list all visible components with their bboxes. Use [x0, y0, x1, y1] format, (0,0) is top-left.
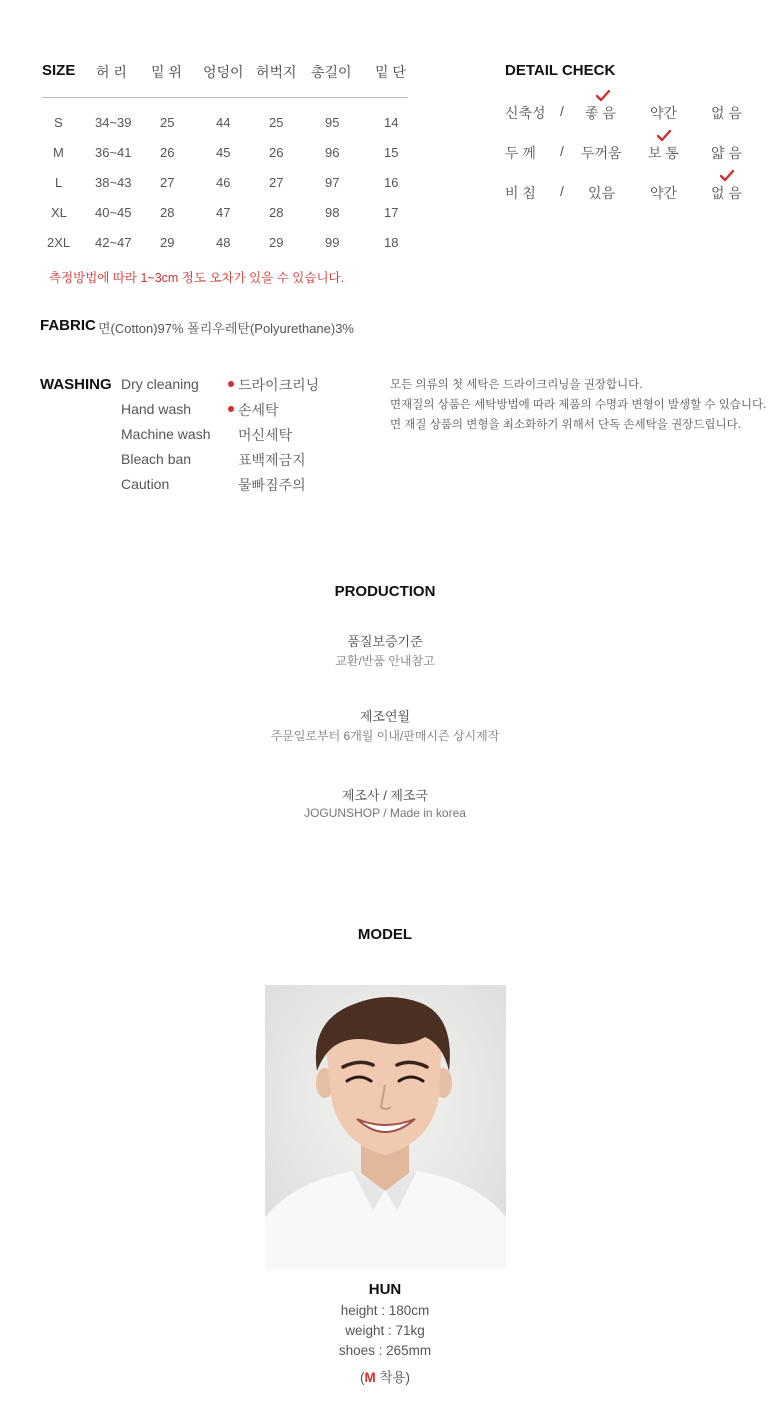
production-title: PRODUCTION	[334, 583, 436, 600]
model-height: height : 180cm	[340, 1303, 430, 1318]
length-cell: 95	[325, 115, 340, 130]
rise-cell: 26	[160, 145, 175, 160]
production-item-title: 제조연월	[359, 709, 411, 724]
hem-cell: 16	[384, 175, 399, 190]
detail-option: 약간	[650, 185, 678, 201]
hem-cell: 14	[384, 115, 399, 130]
check-icon	[657, 130, 671, 142]
detail-option: 없 음	[711, 185, 742, 201]
size-table-header	[40, 62, 408, 82]
size-header-hem: 밑 단	[375, 64, 406, 80]
detail-option: 약간	[650, 105, 678, 121]
check-icon	[596, 90, 610, 102]
thigh-cell: 28	[269, 205, 284, 220]
wash-option-en: Hand wash	[121, 401, 192, 417]
detail-option: 없 음	[711, 105, 742, 121]
size-header-rise: 밑 위	[151, 64, 182, 80]
hip-cell: 45	[216, 145, 231, 160]
table-row	[40, 235, 408, 253]
rise-cell: 28	[160, 205, 175, 220]
model-title: MODEL	[357, 926, 413, 943]
fabric-composition: 면(Cotton)97% 폴리우레탄(Polyurethane)3%	[98, 321, 354, 336]
hem-cell: 15	[384, 145, 399, 160]
production-item-title: 제조사 / 제조국	[341, 788, 429, 803]
hip-cell: 48	[216, 235, 231, 250]
wearing-open: (	[359, 1370, 365, 1385]
detail-check-title: DETAIL CHECK	[505, 62, 616, 79]
detail-option: 얇 음	[711, 145, 742, 161]
waist-cell: 42~47	[95, 235, 132, 250]
detail-separator: /	[560, 183, 564, 199]
hip-cell: 47	[216, 205, 231, 220]
table-row	[40, 145, 408, 163]
wash-option-en: Dry cleaning	[121, 376, 199, 392]
table-row	[40, 115, 408, 133]
rise-cell: 29	[160, 235, 175, 250]
detail-row-sheerness	[505, 183, 765, 203]
detail-row-elasticity	[505, 103, 765, 123]
washing-note: 면재질의 상품은 세탁방법에 따라 제품의 수명과 변형이 발생할 수 있습니다.	[390, 399, 767, 411]
length-cell: 97	[325, 175, 340, 190]
length-cell: 98	[325, 205, 340, 220]
waist-cell: 40~45	[95, 205, 132, 220]
model-weight: weight : 71kg	[345, 1323, 425, 1338]
thigh-cell: 26	[269, 145, 284, 160]
model-portrait-image	[265, 985, 506, 1269]
detail-separator: /	[560, 103, 564, 119]
production-item-title: 품질보증기준	[347, 634, 423, 649]
fabric-label: FABRIC	[40, 317, 96, 334]
detail-option: 두꺼움	[581, 145, 622, 161]
table-row	[40, 205, 408, 223]
table-row	[40, 175, 408, 193]
detail-row-thickness	[505, 143, 765, 163]
size-header-hip: 엉덩이	[203, 64, 244, 80]
wash-option-ko: 손세탁	[238, 402, 279, 418]
length-cell: 99	[325, 235, 340, 250]
detail-option: 좋 음	[585, 105, 616, 121]
model-wearing-size	[0, 1366, 770, 1386]
rise-cell: 25	[160, 115, 175, 130]
production-item-text: 주문일로부터 6개월 이내/판매시즌 상시제작	[270, 729, 500, 743]
wearing-size-rest: 착용)	[375, 1370, 411, 1385]
washing-label: WASHING	[40, 376, 112, 393]
check-icon	[720, 170, 734, 182]
active-dot-icon	[228, 406, 234, 412]
thigh-cell: 25	[269, 115, 284, 130]
production-item-text: JOGUNSHOP / Made in korea	[304, 806, 466, 820]
hip-cell: 46	[216, 175, 231, 190]
model-photo	[265, 985, 506, 1269]
wash-option-en: Bleach ban	[121, 451, 192, 467]
detail-separator: /	[560, 143, 564, 159]
wash-option-en: Machine wash	[121, 426, 211, 442]
detail-label: 두 께	[505, 145, 536, 161]
size-cell: XL	[51, 205, 67, 220]
hem-cell: 18	[384, 235, 399, 250]
thigh-cell: 27	[269, 175, 284, 190]
size-cell: S	[54, 115, 63, 130]
waist-cell: 38~43	[95, 175, 132, 190]
hem-cell: 17	[384, 205, 399, 220]
washing-note: 모든 의류의 첫 세탁은 드라이크리닝을 권장합니다.	[390, 379, 643, 391]
size-cell: M	[53, 145, 64, 160]
washing-note: 면 재질 상품의 변형을 최소화하기 위해서 단독 손세탁을 권장드립니다.	[390, 419, 741, 431]
wash-option-ko: 물빠짐주의	[238, 477, 306, 493]
production-item-text: 교환/반품 안내참고	[335, 654, 435, 668]
detail-label: 신축성	[505, 105, 546, 121]
wash-option-ko: 머신세탁	[238, 427, 293, 443]
measurement-note: 측정방법에 따라 1~3cm 정도 오차가 있을 수 있습니다.	[49, 271, 345, 285]
size-cell: 2XL	[47, 235, 71, 250]
size-table-divider	[42, 97, 408, 98]
size-header-thigh: 허벅지	[256, 64, 297, 80]
wash-option-ko: 표백제금지	[238, 452, 306, 468]
size-header-waist: 허 리	[96, 64, 127, 80]
wash-option-ko: 드라이크리닝	[238, 377, 320, 393]
model-shoes: shoes : 265mm	[338, 1343, 432, 1358]
rise-cell: 27	[160, 175, 175, 190]
size-header-length: 총길이	[311, 64, 352, 80]
wash-option-en: Caution	[121, 476, 170, 492]
wearing-size-value: M	[364, 1370, 376, 1385]
detail-label: 비 침	[505, 185, 536, 201]
active-dot-icon	[228, 381, 234, 387]
waist-cell: 36~41	[95, 145, 132, 160]
thigh-cell: 29	[269, 235, 284, 250]
detail-option: 있음	[588, 185, 616, 201]
size-header-size: SIZE	[42, 62, 76, 79]
hip-cell: 44	[216, 115, 231, 130]
size-cell: L	[55, 175, 63, 190]
length-cell: 96	[325, 145, 340, 160]
detail-option: 보 통	[648, 145, 679, 161]
model-name: HUN	[368, 1281, 402, 1298]
waist-cell: 34~39	[95, 115, 132, 130]
